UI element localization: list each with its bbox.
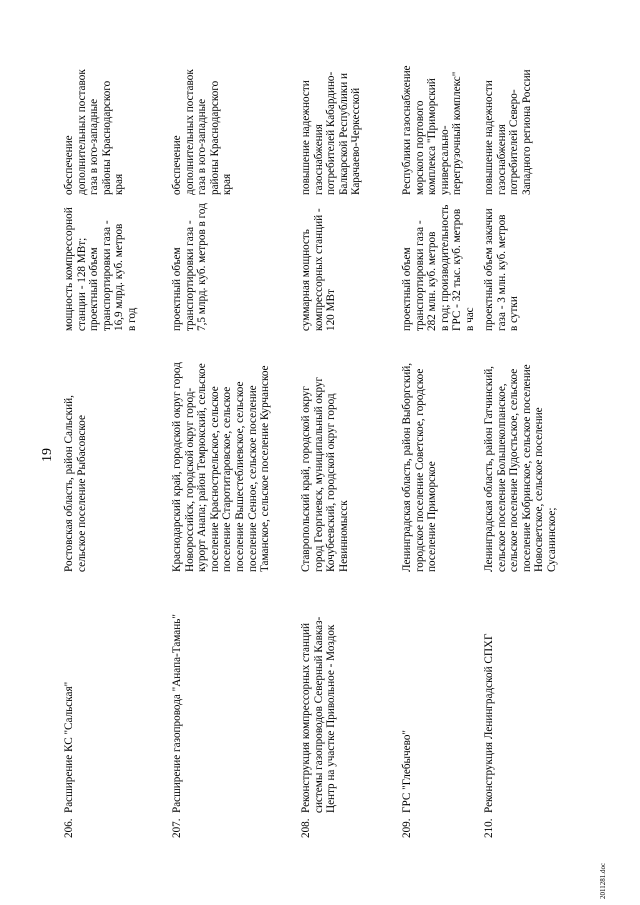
document-footer-filename: 2011281.doc (599, 862, 607, 899)
facility-purpose: обеспечение дополнительных поставок газа в юго-западные районы Краснодарского края (171, 69, 234, 195)
facility-name: Реконструкция Ленинградской СПХГ (483, 633, 495, 813)
facility-params: проектный объем транспортировки газа - 282 млн. куб. метров в год; производительность ГРС - 32 тыс. куб. метров в час (401, 204, 476, 331)
row-number: 207. (171, 818, 183, 838)
facility-name: Расширение КС "Сальская" (63, 681, 75, 813)
facility-params: мощность компрессорной станции - 128 МВт; проектный объем транспортировки газа - 16,9 млрд. куб. метров в год (63, 207, 138, 331)
facility-name: Расширение газопровода "Анапа-Тамань" (171, 614, 183, 813)
facility-name: Реконструкция компрессорных станций системы газопроводов Северный Кавказ- Центр на участке Привольное - Моздок (300, 616, 338, 813)
facility-location: Ленинградская область, район Выборгский, городское поселение Советское, городское поселение Приморское (401, 362, 439, 572)
page-number: 19 (40, 448, 55, 462)
facility-params: проектный объем транспортировки газа - 7,5 млрд. куб. метров в год (171, 203, 209, 331)
facility-purpose: обеспечение дополнительных поставок газа в юго-западные районы Краснодарского края (63, 69, 126, 195)
facility-purpose: повышение надежности газоснабжения потребителей Северо- Западного региона России (483, 69, 533, 195)
facility-location: Ростовская область, район Сальский, сельское поселение Рыбасовское (63, 395, 88, 572)
row-number: 210. (483, 818, 495, 838)
facility-purpose: повышение надежности газоснабжения потребителей Кабардино- Балкарской Республики и Карачаево-Черкесской (300, 71, 363, 195)
facility-location: Ставропольский край, городской округ город Георгиевск, муниципальный округ Кочубеевский, городской округ город Невинномысск (300, 376, 350, 572)
facility-name: ГРС "Глебычево" (401, 730, 413, 813)
facility-location: Ленинградская область, район Гатчинский, сельское поселение Большеколпанское, сельское поселение Пудостьское, сельское поселение Кобринское, сельское поселение Новосветское, сельское поселение Сусанинское; (483, 364, 558, 572)
facility-purpose: Республики газоснабжение морского портового комплекса "Приморский универсально- перегрузочный комплекс" (401, 65, 464, 195)
facility-location: Краснодарский край, городской округ город Новороссийск, городской округ город- курорт Анапа; район Темрюкский, сельское поселение Краснострельское, сельское поселение Старотитаровское, сельское поселение Вышестеблиевское, сельское поселение Сенное, сельское поселение Таманское, сельское поселение Курчанское (171, 362, 272, 572)
row-number: 209. (401, 818, 413, 838)
row-number: 206. (63, 818, 75, 838)
row-number: 208. (300, 818, 312, 838)
facility-params: проектный объем закачки газа - 3 млн. куб. метров в сутки (483, 208, 521, 331)
facility-params: суммарная мощность компрессорных станций - 120 МВт (300, 208, 338, 331)
